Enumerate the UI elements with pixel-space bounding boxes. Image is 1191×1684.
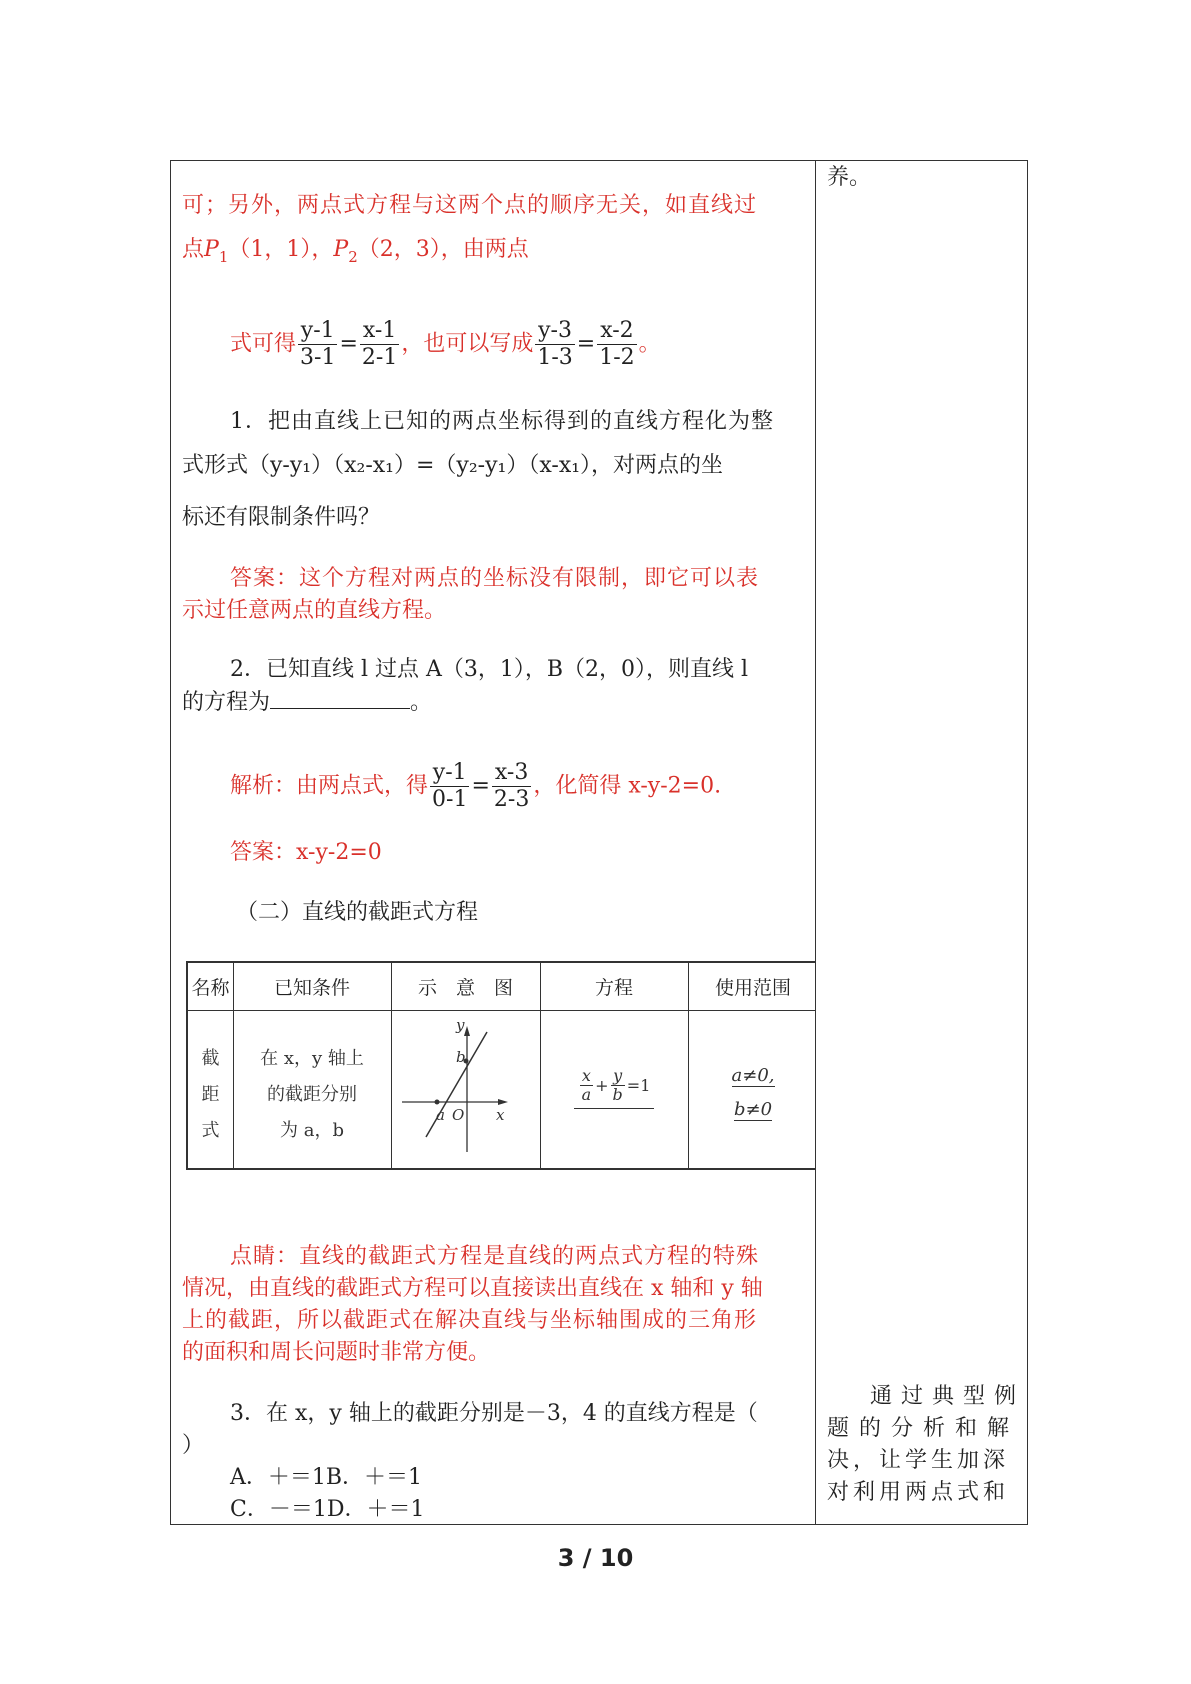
table-name-char: 距	[201, 1084, 220, 1105]
fig-x-label: x	[496, 1106, 505, 1124]
fig-a-label: a	[436, 1106, 445, 1124]
q1-line-3: 标还有限制条件吗？	[182, 505, 381, 530]
section-title: （二）直线的截距式方程	[236, 900, 479, 925]
fraction: $\frac{x-1}{2-1}$	[361, 318, 398, 370]
table-condition-line: 为 a，b	[280, 1120, 344, 1141]
right-col-line-2: 题的分析和解	[827, 1416, 1020, 1441]
note-line-1: 点睛：直线的截距式方程是直线的两点式方程的特殊	[230, 1244, 760, 1269]
table-header-name: 名称	[191, 977, 230, 999]
intercept-form-table	[186, 961, 816, 1170]
fraction: $\frac{x-3}{2-3}$	[493, 760, 530, 812]
right-col-line-3: 决，让学生加深	[827, 1448, 1010, 1473]
q3-line-1: 3．在 x，y 轴上的截距分别是－3，4 的直线方程是（	[230, 1401, 758, 1426]
q2-line-2: 的方程为 。	[182, 686, 432, 719]
q3-options-cd: C．－＝1D．＋＝1	[230, 1497, 425, 1522]
q1-line-2: 式形式（y-y₁）（x₂-x₁）=（y₂-y₁）（x-x₁），对两点的坐	[182, 453, 724, 478]
a1-line-2: 示过任意两点的直线方程。	[182, 598, 447, 623]
answer-blank	[270, 686, 410, 709]
table-header-condition: 已知条件	[273, 977, 350, 999]
note-line-2: 情况，由直线的截距式方程可以直接读出直线在 x 轴和 y 轴	[182, 1276, 763, 1301]
y-arrow-icon	[464, 1026, 470, 1036]
s2-formula-line: 解析：由两点式，得 $\frac{y-1}{0-1}$ = $\frac{x-3}{2-3}$ ，化简得 x-y-2=0.	[230, 760, 722, 812]
page-indicator: 3 / 10	[557, 1544, 634, 1572]
fraction: $\frac{y-1}{3-1}$	[300, 318, 336, 370]
table-header-divider	[188, 1010, 816, 1011]
a2-line: 答案：x-y-2=0	[230, 840, 382, 865]
intercept-diagram	[392, 1012, 539, 1168]
q2-line-1: 2．已知直线 l 过点 A（3，1），B（2，0），则直线 l	[230, 657, 749, 682]
a-point	[435, 1100, 440, 1105]
note-line-3: 上的截距，所以截距式在解决直线与坐标轴围成的三角形	[182, 1308, 758, 1333]
fraction: $\frac{y-1}{0-1}$	[432, 760, 468, 812]
table-name-char: 截	[201, 1048, 220, 1069]
table-condition-line: 在 x，y 轴上	[260, 1048, 364, 1069]
p1-line-1: 可；另外，两点式方程与这两个点的顺序无关，如直线过	[182, 193, 758, 218]
p1-line-2: 点$P_1(1$，1），$P_2(2$，3），由两点	[182, 237, 529, 266]
fraction: $\frac{x-2}{1-2}$	[599, 318, 635, 370]
table-condition-line: 的截距分别	[267, 1084, 357, 1105]
right-col-line-4: 对利用两点式和	[827, 1480, 1010, 1505]
q3-line-2: ）	[182, 1433, 205, 1458]
p2-formula-line: 式可得 $\frac{y-1}{3-1}$ = $\frac{x-1}{2-1}$ ，也可以写成 $\frac{y-3}{1-3}$ = $\frac{x-2}{1-2}$ 。	[230, 318, 661, 370]
x-arrow-icon	[498, 1099, 508, 1105]
fig-o-label: O	[452, 1106, 465, 1124]
fig-b-label: b	[456, 1048, 466, 1066]
right-col-line-1: 通过典型例	[870, 1384, 1026, 1409]
right-col-top: 养。	[827, 165, 872, 190]
table-range-1: a≠0,	[731, 1065, 775, 1086]
table-range-2: b≠0	[733, 1099, 773, 1120]
note-line-4: 的面积和周长问题时非常方便。	[182, 1340, 491, 1365]
table-name-char: 式	[201, 1120, 220, 1141]
a1-line-1: 答案：这个方程对两点的坐标没有限制，即它可以表	[230, 566, 760, 591]
fig-y-label: y	[456, 1016, 465, 1034]
table-header-equation: 方程	[594, 977, 633, 999]
table-header-range: 使用范围	[714, 977, 791, 999]
table-equation: $\frac{x}{a}$ + $\frac{y}{b}$ =1	[540, 1067, 688, 1109]
column-divider	[815, 160, 816, 1525]
fraction: $\frac{y-3}{1-3}$	[537, 318, 573, 370]
q3-options-ab: A．＋＝1B．＋＝1	[230, 1465, 423, 1490]
table-header-figure: 示 意 图	[417, 977, 513, 999]
q1-line-1: 1．把由直线上已知的两点坐标得到的直线方程化为整	[230, 409, 774, 434]
